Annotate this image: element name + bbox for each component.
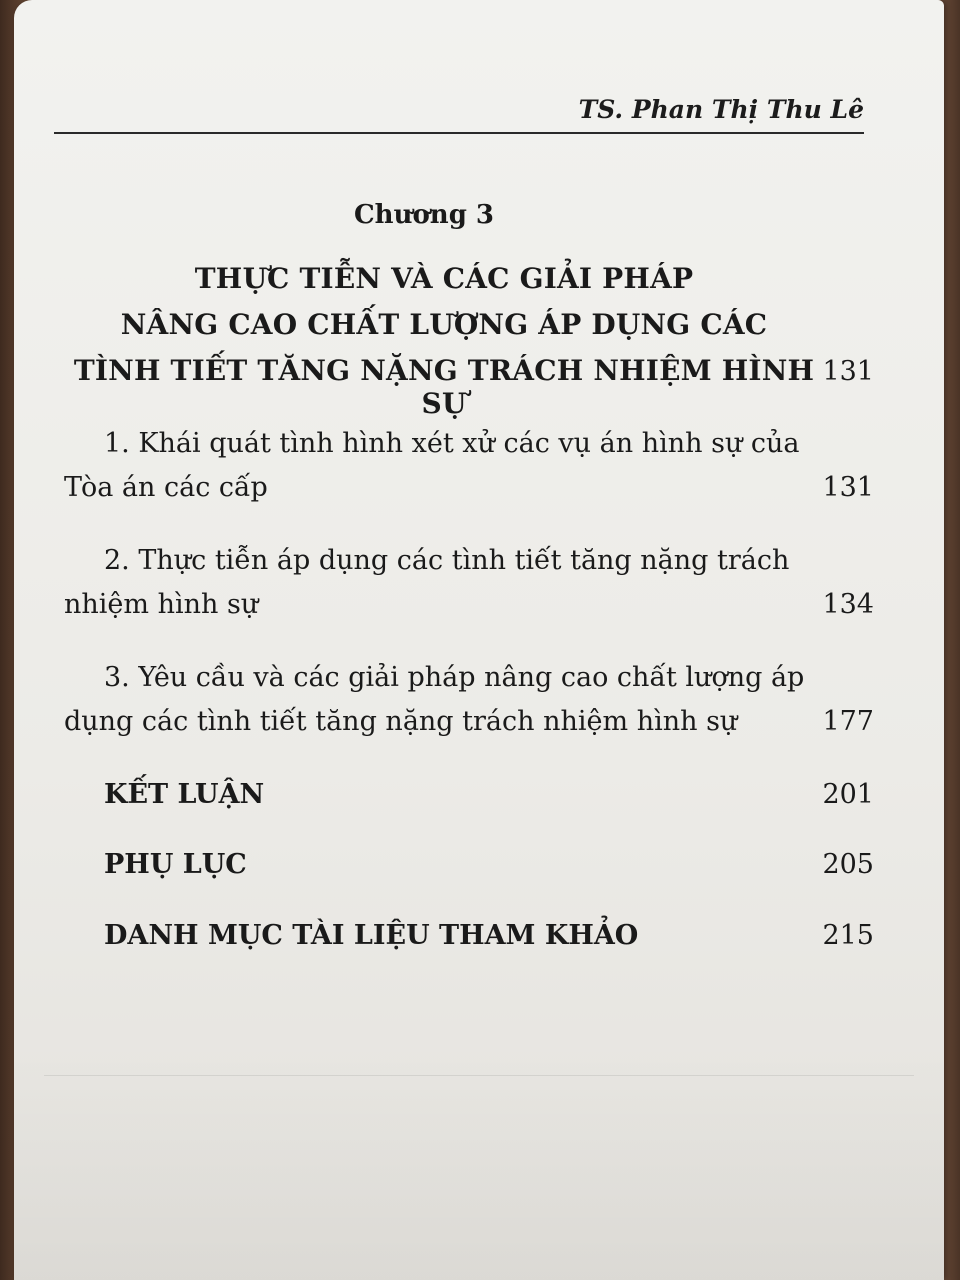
chapter-page-number: 131 <box>822 356 874 387</box>
section-3-line-2: dụng các tình tiết tăng nặng trách nhiệm hình sự <box>64 706 738 737</box>
section-3-line-1: 3. Yêu cầu và các giải pháp nâng cao chất lượng áp <box>104 662 805 693</box>
section-2-page-number: 134 <box>822 589 874 620</box>
running-header <box>54 95 864 124</box>
conclusion-heading: KẾT LUẬN <box>104 779 265 810</box>
chapter-title-line-3: TÌNH TIẾT TĂNG NẶNG TRÁCH NHIỆM HÌNH SỰ <box>73 354 815 420</box>
appendix-page-number: 205 <box>822 849 874 880</box>
chapter-label: Chương 3 <box>353 200 495 230</box>
chapter-title-line-1: THỰC TIỄN VÀ CÁC GIẢI PHÁP <box>194 262 694 295</box>
section-2-line-1: 2. Thực tiễn áp dụng các tình tiết tăng nặng trách <box>104 545 790 576</box>
page-shadow <box>14 1050 944 1280</box>
book-page <box>14 0 944 1280</box>
conclusion-page-number: 201 <box>822 779 874 810</box>
appendix-heading: PHỤ LỤC <box>104 849 247 880</box>
chapter-title-line-2: NÂNG CAO CHẤT LƯỢNG ÁP DỤNG CÁC <box>120 308 768 341</box>
section-3-page-number: 177 <box>822 706 874 737</box>
references-heading: DANH MỤC TÀI LIỆU THAM KHẢO <box>104 920 639 951</box>
header-rule <box>54 132 864 134</box>
section-2-line-2: nhiệm hình sự <box>64 589 259 620</box>
section-1-line-1: 1. Khái quát tình hình xét xử các vụ án hình sự của <box>104 428 800 459</box>
section-1-line-2: Tòa án các cấp <box>64 472 268 503</box>
references-page-number: 215 <box>822 920 874 951</box>
section-1-page-number: 131 <box>822 472 874 503</box>
author-name: TS. Phan Thị Thu Lê <box>578 95 864 124</box>
